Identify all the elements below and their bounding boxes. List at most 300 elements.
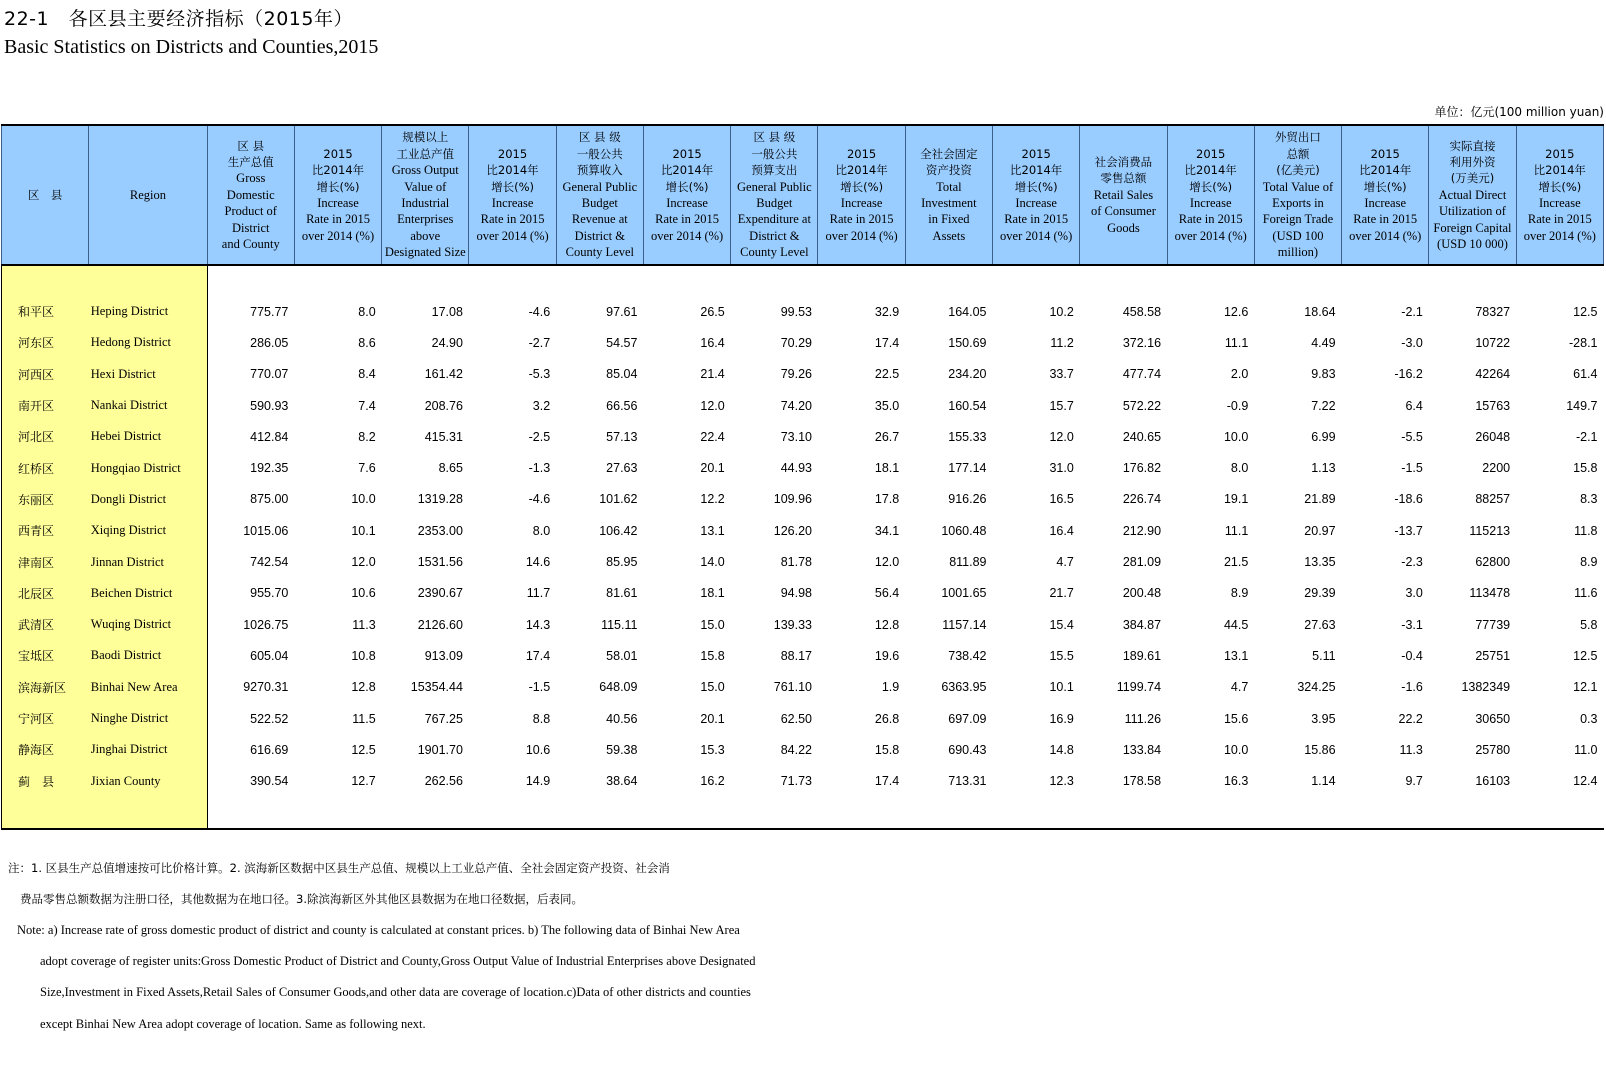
value-cell: 5.8 <box>1580 617 1598 632</box>
value-cell: -0.4 <box>1401 648 1423 663</box>
region-name-chinese: 和平区 <box>2 296 89 327</box>
value-cell: 234.20 <box>948 367 987 382</box>
value-cell: 62.50 <box>780 711 812 726</box>
value-cell: 616.69 <box>250 742 289 757</box>
value-cell: 767.25 <box>424 711 463 726</box>
value-cell: 14.0 <box>700 555 725 570</box>
region-name-english: Hebei District <box>89 421 207 452</box>
value-cell: 12.1 <box>1573 680 1598 695</box>
value-cell: 29.39 <box>1304 586 1336 601</box>
value-cell: 16103 <box>1475 774 1511 789</box>
value-cell: 713.31 <box>948 774 987 789</box>
table-row <box>2 515 1604 546</box>
table-body <box>2 265 1604 829</box>
region-name-english: Hongqiao District <box>89 452 207 483</box>
value-cell: -3.0 <box>1401 335 1423 350</box>
value-cell: 8.65 <box>438 461 463 476</box>
value-cell: 12.5 <box>1573 648 1598 663</box>
value-cell: 10.8 <box>351 648 376 663</box>
value-cell: 25751 <box>1475 648 1511 663</box>
value-cell: 150.69 <box>948 335 987 350</box>
value-cell: 0.3 <box>1580 711 1598 726</box>
value-cell: 88257 <box>1475 492 1511 507</box>
table-row <box>2 578 1604 609</box>
value-cell: 11.8 <box>1574 523 1598 538</box>
column-header-17: 2015 比2014年 增长(%) Increase Rate in 2015 over 2014 (%) <box>1516 125 1603 265</box>
value-cell: 62800 <box>1475 555 1511 570</box>
value-cell: 10.0 <box>1223 429 1249 444</box>
value-cell: 1.14 <box>1311 774 1336 789</box>
value-cell: 192.35 <box>250 461 289 476</box>
value-cell: 15.7 <box>1049 398 1074 413</box>
value-cell: -1.5 <box>1401 461 1423 476</box>
table-row <box>2 296 1604 327</box>
value-cell: 115.11 <box>601 617 638 632</box>
value-cell: 415.31 <box>424 429 463 444</box>
value-cell: -3.1 <box>1401 617 1423 632</box>
value-cell: 21.7 <box>1049 586 1074 601</box>
page-title-english: Basic Statistics on Districts and Counties,2015 <box>4 36 379 58</box>
value-cell: 15.86 <box>1304 742 1336 757</box>
value-cell: 15.4 <box>1049 617 1074 632</box>
value-cell: 742.54 <box>250 555 289 570</box>
value-cell: 590.93 <box>250 398 289 413</box>
value-cell: 16.9 <box>1049 711 1074 726</box>
value-cell: 11.1 <box>1224 523 1249 538</box>
region-name-chinese: 蓟 县 <box>2 765 89 796</box>
region-name-english: Nankai District <box>89 390 207 421</box>
value-cell: 2200 <box>1482 461 1511 476</box>
value-cell: -18.6 <box>1394 492 1423 507</box>
value-cell: 208.76 <box>424 398 463 413</box>
value-cell: 44.5 <box>1223 617 1249 632</box>
column-header-1: Region <box>89 125 207 265</box>
value-cell: 111.26 <box>1124 711 1162 726</box>
value-cell: 12.0 <box>700 398 725 413</box>
value-cell: 8.6 <box>358 335 376 350</box>
region-name-english: Xiqing District <box>89 515 207 546</box>
value-cell: 176.82 <box>1122 461 1162 476</box>
value-cell: 7.22 <box>1311 398 1336 413</box>
value-cell: 161.42 <box>424 367 463 382</box>
value-cell: 8.3 <box>1580 492 1598 507</box>
value-cell: 262.56 <box>424 774 463 789</box>
value-cell: 32.9 <box>874 304 900 319</box>
value-cell: 8.0 <box>532 523 551 538</box>
value-cell: 15763 <box>1475 398 1511 413</box>
value-cell: 10.6 <box>351 586 376 601</box>
value-cell: 7.6 <box>358 461 376 476</box>
column-header-0: 区 县 <box>2 125 89 265</box>
value-cell: 57.13 <box>606 429 638 444</box>
value-cell: 14.6 <box>525 555 551 570</box>
value-cell: 1319.28 <box>417 492 463 507</box>
value-cell: 126.20 <box>773 523 812 538</box>
value-cell: 384.87 <box>1122 617 1162 632</box>
value-cell: 1531.56 <box>417 555 463 570</box>
value-cell: 31.0 <box>1049 461 1074 476</box>
value-cell: 97.61 <box>606 304 638 319</box>
value-cell: 18.64 <box>1304 304 1336 319</box>
table-row <box>2 734 1604 765</box>
region-name-english: Baodi District <box>89 640 207 671</box>
value-cell: 226.74 <box>1122 492 1162 507</box>
note-line: adopt coverage of register units:Gross Domestic Product of District and County,Gross Output Value of Industrial Enterprises above Designated <box>40 953 756 968</box>
value-cell: 81.61 <box>606 586 638 601</box>
value-cell: 44.93 <box>780 461 812 476</box>
value-cell: 15.8 <box>1573 461 1598 476</box>
value-cell: 11.1 <box>1224 335 1249 350</box>
value-cell: 15.6 <box>1223 711 1249 726</box>
value-cell: 34.1 <box>874 523 900 538</box>
value-cell: 30650 <box>1475 711 1511 726</box>
value-cell: 8.0 <box>358 304 376 319</box>
value-cell: 13.35 <box>1304 555 1336 570</box>
value-cell: 14.3 <box>525 617 551 632</box>
value-cell: 7.4 <box>358 398 376 413</box>
value-cell: 40.56 <box>606 711 638 726</box>
value-cell: -16.2 <box>1394 367 1423 382</box>
value-cell: 24.90 <box>431 335 463 350</box>
value-cell: 33.7 <box>1049 367 1074 382</box>
value-cell: 177.14 <box>948 461 987 476</box>
value-cell: 26.5 <box>700 304 725 319</box>
value-cell: 390.54 <box>250 774 289 789</box>
region-name-chinese: 河西区 <box>2 359 89 390</box>
value-cell: 648.09 <box>599 680 638 695</box>
value-cell: 775.77 <box>250 304 289 319</box>
value-cell: 1382349 <box>1461 680 1511 695</box>
value-cell: 16.4 <box>1049 523 1074 538</box>
spacer-row <box>2 797 1604 829</box>
value-cell: 697.09 <box>948 711 987 726</box>
value-cell: 11.2 <box>1050 335 1074 350</box>
value-cell: 16.3 <box>1223 774 1249 789</box>
value-cell: 155.33 <box>948 429 987 444</box>
value-cell: 10.2 <box>1049 304 1074 319</box>
value-cell: 15354.44 <box>410 680 463 695</box>
region-name-chinese: 津南区 <box>2 546 89 577</box>
value-cell: 26048 <box>1475 429 1511 444</box>
value-cell: 19.6 <box>874 648 900 663</box>
value-cell: -2.7 <box>528 335 551 350</box>
table-row <box>2 452 1604 483</box>
value-cell: 458.58 <box>1122 304 1162 319</box>
value-cell: 22.2 <box>1398 711 1423 726</box>
value-cell: 8.8 <box>532 711 551 726</box>
value-cell: 20.1 <box>700 461 725 476</box>
value-cell: 12.4 <box>1573 774 1598 789</box>
value-cell: 61.4 <box>1573 367 1598 382</box>
value-cell: 15.3 <box>700 742 725 757</box>
table-row <box>2 640 1604 671</box>
value-cell: 15.0 <box>700 617 725 632</box>
unit-label: 单位：亿元(100 million yuan) <box>1434 105 1604 119</box>
value-cell: -28.1 <box>1569 335 1598 350</box>
value-cell: 11.7 <box>526 586 551 601</box>
column-header-6: 区 县 级 一般公共 预算收入 General Public Budget Revenue at District & County Level <box>556 125 643 265</box>
value-cell: 324.25 <box>1297 680 1336 695</box>
note-line: except Binhai New Area adopt coverage of location. Same as following next. <box>40 1016 426 1031</box>
value-cell: 11.6 <box>1574 586 1598 601</box>
value-cell: 13.1 <box>700 523 725 538</box>
value-cell: 200.48 <box>1122 586 1162 601</box>
value-cell: 286.05 <box>250 335 289 350</box>
value-cell: -4.6 <box>528 492 551 507</box>
value-cell: 21.4 <box>700 367 725 382</box>
value-cell: 2353.00 <box>417 523 463 538</box>
column-header-15: 2015 比2014年 增长(%) Increase Rate in 2015 over 2014 (%) <box>1342 125 1429 265</box>
value-cell: 10722 <box>1475 335 1511 350</box>
column-header-2: 区 县 生产总值 Gross Domestic Product of District and County <box>207 125 294 265</box>
table-row <box>2 359 1604 390</box>
value-cell: -2.1 <box>1401 304 1423 319</box>
region-name-chinese: 东丽区 <box>2 484 89 515</box>
value-cell: 42264 <box>1475 367 1511 382</box>
value-cell: 115213 <box>1469 523 1511 538</box>
column-header-11: 2015 比2014年 增长(%) Increase Rate in 2015 over 2014 (%) <box>993 125 1080 265</box>
value-cell: 19.1 <box>1223 492 1249 507</box>
table-row <box>2 484 1604 515</box>
value-cell: 14.9 <box>525 774 551 789</box>
value-cell: 88.17 <box>780 648 812 663</box>
value-cell: 1901.70 <box>417 742 463 757</box>
value-cell: 27.63 <box>1304 617 1336 632</box>
region-name-english: Beichen District <box>89 578 207 609</box>
value-cell: 770.07 <box>250 367 289 382</box>
region-name-chinese: 河北区 <box>2 421 89 452</box>
value-cell: 109.96 <box>773 492 812 507</box>
region-name-english: Jinghai District <box>89 734 207 765</box>
value-cell: -1.3 <box>528 461 551 476</box>
column-header-9: 2015 比2014年 增长(%) Increase Rate in 2015 over 2014 (%) <box>818 125 905 265</box>
region-name-english: Jixian County <box>89 765 207 796</box>
column-header-5: 2015 比2014年 增长(%) Increase Rate in 2015 over 2014 (%) <box>469 125 556 265</box>
value-cell: 78327 <box>1475 304 1511 319</box>
note-line: 费品零售总额数据为注册口径，其他数据为在地口径。3.除滨海新区外其他区县数据为在地口径数据，后表同。 <box>20 892 583 907</box>
table-row <box>2 421 1604 452</box>
value-cell: 11.0 <box>1574 742 1598 757</box>
value-cell: 8.2 <box>358 429 376 444</box>
value-cell: 9270.31 <box>243 680 289 695</box>
value-cell: 14.8 <box>1049 742 1074 757</box>
value-cell: 913.09 <box>424 648 463 663</box>
value-cell: 11.3 <box>1399 742 1423 757</box>
value-cell: 9.7 <box>1405 774 1423 789</box>
value-cell: 690.43 <box>948 742 987 757</box>
value-cell: 99.53 <box>780 304 812 319</box>
note-line: Note: a) Increase rate of gross domestic product of district and county is calculated at constant prices. b) The following data of Binhai New Area <box>17 922 740 937</box>
value-cell: 94.98 <box>780 586 812 601</box>
table-row <box>2 327 1604 358</box>
value-cell: 85.95 <box>606 555 638 570</box>
value-cell: 26.7 <box>874 429 900 444</box>
value-cell: 17.4 <box>525 648 551 663</box>
column-header-16: 实际直接 利用外资 (万美元) Actual Direct Utilization of Foreign Capital (USD 10 000) <box>1429 125 1516 265</box>
region-name-english: Jinnan District <box>89 546 207 577</box>
value-cell: 17.08 <box>431 304 463 319</box>
value-cell: 1199.74 <box>1116 680 1162 695</box>
value-cell: 56.4 <box>874 586 900 601</box>
value-cell: 85.04 <box>606 367 638 382</box>
value-cell: 522.52 <box>250 711 289 726</box>
value-cell: 71.73 <box>780 774 812 789</box>
column-header-10: 全社会固定 资产投资 Total Investment in Fixed Assets <box>905 125 992 265</box>
region-name-english: Wuqing District <box>89 609 207 640</box>
value-cell: 281.09 <box>1122 555 1162 570</box>
value-cell: 738.42 <box>948 648 987 663</box>
value-cell: 59.38 <box>606 742 638 757</box>
value-cell: 12.8 <box>874 617 900 632</box>
value-cell: 412.84 <box>250 429 289 444</box>
value-cell: 21.89 <box>1304 492 1336 507</box>
value-cell: 35.0 <box>874 398 900 413</box>
column-header-4: 规模以上 工业总产值 Gross Output Value of Industrial Enterprises above Designated Size <box>382 125 469 265</box>
value-cell: 605.04 <box>250 648 289 663</box>
value-cell: 12.0 <box>351 555 376 570</box>
value-cell: 6.4 <box>1405 398 1423 413</box>
value-cell: 22.4 <box>700 429 725 444</box>
table-row <box>2 765 1604 796</box>
value-cell: 16.2 <box>700 774 725 789</box>
column-header-3: 2015 比2014年 增长(%) Increase Rate in 2015 over 2014 (%) <box>294 125 381 265</box>
value-cell: 1.13 <box>1311 461 1336 476</box>
region-name-english: Dongli District <box>89 484 207 515</box>
value-cell: 1060.48 <box>941 523 987 538</box>
value-cell: 25780 <box>1475 742 1511 757</box>
value-cell: 26.8 <box>874 711 900 726</box>
value-cell: 81.78 <box>780 555 812 570</box>
value-cell: 17.4 <box>874 335 900 350</box>
region-name-chinese: 静海区 <box>2 734 89 765</box>
page-title-chinese: 22-1 各区县主要经济指标（2015年） <box>4 8 353 30</box>
value-cell: -0.9 <box>1226 398 1249 413</box>
table-row <box>2 609 1604 640</box>
value-cell: 178.58 <box>1122 774 1162 789</box>
value-cell: 6363.95 <box>941 680 987 695</box>
table-row <box>2 672 1604 703</box>
value-cell: 2390.67 <box>417 586 463 601</box>
value-cell: -13.7 <box>1394 523 1423 538</box>
value-cell: 58.01 <box>606 648 638 663</box>
region-name-english: Ninghe District <box>89 703 207 734</box>
region-name-chinese: 滨海新区 <box>2 672 89 703</box>
value-cell: 8.4 <box>358 367 376 382</box>
value-cell: 12.7 <box>351 774 376 789</box>
value-cell: 79.26 <box>780 367 812 382</box>
region-name-chinese: 河东区 <box>2 327 89 358</box>
value-cell: 12.5 <box>351 742 376 757</box>
value-cell: 12.3 <box>1049 774 1074 789</box>
spacer-row <box>2 265 1604 296</box>
value-cell: 27.63 <box>606 461 638 476</box>
value-cell: 1.9 <box>881 680 900 695</box>
value-cell: 10.0 <box>1223 742 1249 757</box>
value-cell: 160.54 <box>948 398 987 413</box>
value-cell: 149.7 <box>1566 398 1598 413</box>
value-cell: 8.9 <box>1230 586 1249 601</box>
value-cell: 38.64 <box>606 774 638 789</box>
value-cell: 77739 <box>1475 617 1511 632</box>
value-cell: 15.5 <box>1049 648 1074 663</box>
region-name-chinese: 宁河区 <box>2 703 89 734</box>
value-cell: 13.1 <box>1223 648 1249 663</box>
value-cell: 20.1 <box>700 711 725 726</box>
table-row <box>2 703 1604 734</box>
value-cell: 11.5 <box>352 711 376 726</box>
region-name-english: Binhai New Area <box>89 672 207 703</box>
value-cell: 18.1 <box>700 586 725 601</box>
value-cell: 761.10 <box>773 680 812 695</box>
value-cell: 18.1 <box>874 461 900 476</box>
value-cell: -1.5 <box>528 680 551 695</box>
value-cell: 12.6 <box>1223 304 1249 319</box>
value-cell: 139.33 <box>773 617 812 632</box>
value-cell: 16.4 <box>700 335 725 350</box>
value-cell: 133.84 <box>1122 742 1162 757</box>
value-cell: 572.22 <box>1122 398 1162 413</box>
value-cell: 21.5 <box>1223 555 1249 570</box>
value-cell: 3.2 <box>532 398 551 413</box>
value-cell: 1015.06 <box>243 523 289 538</box>
value-cell: 1026.75 <box>243 617 289 632</box>
column-header-12: 社会消费品 零售总额 Retail Sales of Consumer Goods <box>1080 125 1167 265</box>
value-cell: -2.5 <box>528 429 551 444</box>
table-row <box>2 546 1604 577</box>
value-cell: 10.1 <box>1049 680 1074 695</box>
value-cell: 2126.60 <box>417 617 463 632</box>
value-cell: -1.6 <box>1401 680 1423 695</box>
region-name-chinese: 西青区 <box>2 515 89 546</box>
value-cell: 15.8 <box>700 648 725 663</box>
region-name-english: Hexi District <box>89 359 207 390</box>
value-cell: 9.83 <box>1311 367 1336 382</box>
column-header-7: 2015 比2014年 增长(%) Increase Rate in 2015 over 2014 (%) <box>643 125 730 265</box>
value-cell: -2.3 <box>1401 555 1423 570</box>
value-cell: 22.5 <box>874 367 900 382</box>
value-cell: 955.70 <box>250 586 289 601</box>
value-cell: 101.62 <box>599 492 638 507</box>
region-name-chinese: 北辰区 <box>2 578 89 609</box>
value-cell: 66.56 <box>606 398 638 413</box>
value-cell: 10.0 <box>351 492 376 507</box>
note-line: 注：1. 区县生产总值增速按可比价格计算。2. 滨海新区数据中区县生产总值、规模以上工业总产值、全社会固定资产投资、社会消 <box>8 861 670 875</box>
column-header-8: 区 县 级 一般公共 预算支出 General Public Budget Expenditure at District & County Level <box>731 125 818 265</box>
value-cell: 477.74 <box>1122 367 1162 382</box>
value-cell: 73.10 <box>780 429 812 444</box>
value-cell: 875.00 <box>250 492 289 507</box>
value-cell: 10.6 <box>525 742 551 757</box>
value-cell: 12.8 <box>351 680 376 695</box>
value-cell: 12.0 <box>1049 429 1074 444</box>
value-cell: -5.3 <box>528 367 551 382</box>
header-row <box>2 125 1604 265</box>
value-cell: 164.05 <box>948 304 987 319</box>
value-cell: 189.61 <box>1122 648 1162 663</box>
value-cell: 15.0 <box>700 680 725 695</box>
value-cell: 113478 <box>1469 586 1511 601</box>
value-cell: 74.20 <box>780 398 812 413</box>
value-cell: 811.89 <box>949 555 987 570</box>
table-row <box>2 390 1604 421</box>
value-cell: 3.95 <box>1311 711 1336 726</box>
value-cell: 4.7 <box>1230 680 1249 695</box>
value-cell: 8.9 <box>1580 555 1598 570</box>
value-cell: -5.5 <box>1401 429 1423 444</box>
value-cell: 84.22 <box>780 742 812 757</box>
region-name-english: Heping District <box>89 296 207 327</box>
region-name-chinese: 红桥区 <box>2 452 89 483</box>
